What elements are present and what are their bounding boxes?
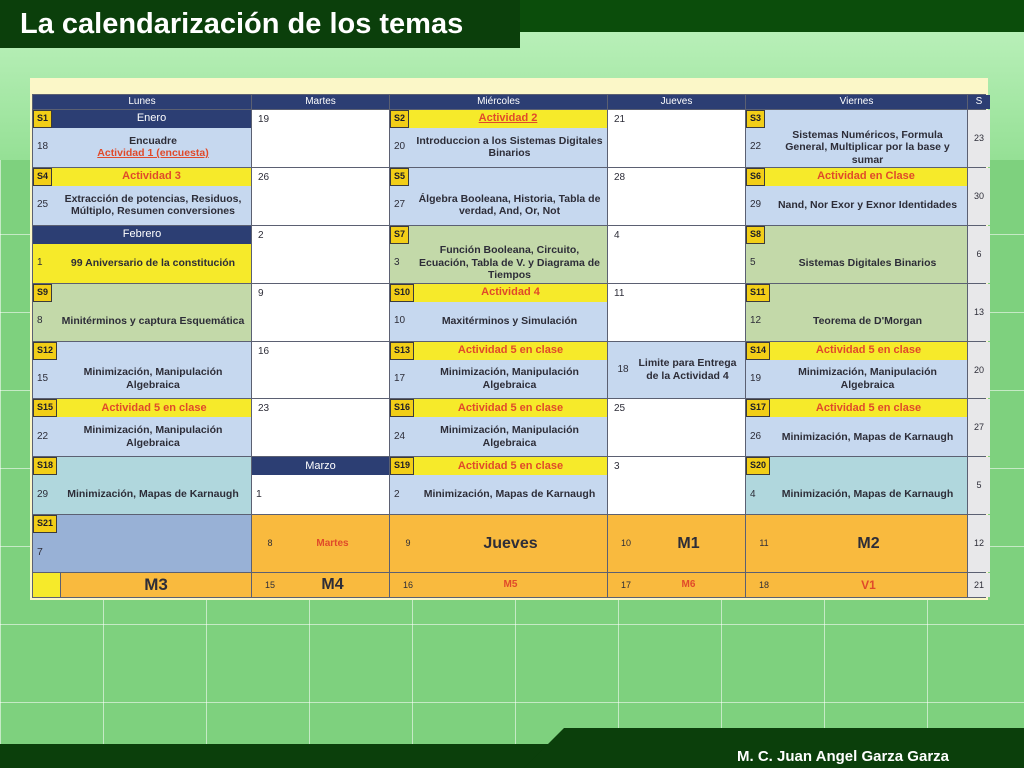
- cell-martes: [252, 457, 389, 514]
- cell-jueves: 4: [608, 226, 745, 283]
- cell-jueves: 11: [608, 284, 745, 341]
- cell-body: [390, 186, 607, 225]
- week-tag: S12: [33, 342, 57, 360]
- day-number: 15: [264, 579, 275, 590]
- activity-label: Actividad 5 en clase: [414, 342, 607, 360]
- topic-text: Extracción de potencias, Residuos, Múltiplo, Resumen conversiones: [64, 192, 242, 218]
- cell-lunes: [33, 226, 251, 283]
- day-number: 15: [37, 372, 49, 384]
- week-tag: S8: [746, 226, 765, 244]
- month-label: Febrero: [33, 226, 251, 244]
- cell-jueves: 25: [608, 399, 745, 456]
- day-number: 19: [750, 372, 762, 384]
- day-number: 4: [750, 488, 756, 500]
- cell-body: [746, 186, 967, 225]
- week-tag: S16: [390, 399, 414, 417]
- day-number: 20: [394, 141, 406, 153]
- cell-martes: 9: [252, 284, 389, 341]
- week-tag: S19: [390, 457, 414, 475]
- cell-lunes: [33, 110, 251, 167]
- cell-viernes: [746, 284, 967, 341]
- activity-label: Actividad 5 en clase: [770, 342, 967, 360]
- cell-body: [33, 360, 251, 399]
- cell-body: [390, 302, 607, 341]
- event-text: M6: [681, 579, 696, 590]
- activity-label: [770, 284, 967, 302]
- day-number: 8: [267, 538, 273, 549]
- event-text: Jueves: [483, 534, 538, 552]
- header-4: Viernes: [746, 95, 967, 109]
- cell-body: [746, 475, 967, 514]
- week-tag: S11: [746, 284, 770, 302]
- author-footer: M. C. Juan Angel Garza Garza: [737, 748, 949, 765]
- week-tag: S1: [33, 110, 52, 128]
- activity-label: Actividad 4: [414, 284, 607, 302]
- day-number: 29: [750, 199, 762, 211]
- cell-viernes: [746, 110, 967, 167]
- cell-martes: 19: [252, 110, 389, 167]
- activity-label: [409, 168, 607, 186]
- topic-text: Minimización, Mapas de Karnaugh: [423, 488, 596, 501]
- day-number: 16: [402, 579, 413, 590]
- cell-lunes: [33, 284, 251, 341]
- topic-text: Minimización, Mapas de Karnaugh: [781, 430, 954, 443]
- day-number: 7: [37, 546, 43, 559]
- topic-text: Minimización, Manipulación Algebraica: [440, 424, 579, 449]
- activity-label: [765, 110, 967, 128]
- cell-body: [390, 360, 607, 399]
- event-text: M5: [503, 579, 518, 590]
- s-number: 23: [968, 110, 990, 167]
- month-label: Marzo: [252, 457, 389, 475]
- activity-label: Actividad 2: [409, 110, 607, 128]
- day-number: 22: [750, 141, 762, 153]
- activity-label: Actividad 5 en clase: [414, 457, 607, 475]
- day-number: 17: [394, 372, 406, 384]
- cell-body: [746, 417, 967, 456]
- s-number: 20: [968, 342, 990, 399]
- week-tag: S13: [390, 342, 414, 360]
- cell-miercoles: [390, 168, 607, 225]
- topic-text: Álgebra Booleana, Historia, Tabla de verdad, And, Or, Not: [418, 192, 601, 218]
- event-text: M3: [61, 573, 251, 597]
- cell-body: [746, 302, 967, 341]
- cell-viernes: [746, 168, 967, 225]
- cell-viernes: [746, 399, 967, 456]
- header-1: Martes: [252, 95, 389, 109]
- s-number: 30: [968, 168, 990, 225]
- cell-miercoles: [390, 457, 607, 514]
- topic-text: Función Booleana, Circuito, Ecuación, Tabla de V. y Diagrama de Tiempos: [419, 244, 600, 282]
- cell-miercoles: [390, 399, 607, 456]
- day-number: 25: [37, 199, 49, 211]
- activity-label: [409, 226, 607, 244]
- topic-text: Minimización, Manipulación Algebraica: [440, 366, 579, 391]
- topic-text: Nand, Nor Exor y Exnor Identidades: [777, 199, 958, 212]
- topic-text: Minimización, Manipulación Algebraica: [83, 424, 223, 449]
- header-5: S: [968, 95, 990, 109]
- activity-label: Actividad 3: [52, 168, 251, 186]
- cell-martes: 2: [252, 226, 389, 283]
- s-number: 5: [968, 457, 990, 514]
- header-3: Jueves: [608, 95, 745, 109]
- cell-lunes: [33, 168, 251, 225]
- activity-link[interactable]: Actividad 1 (encuesta): [97, 147, 209, 160]
- cell-body: [33, 302, 251, 341]
- cell-jueves: [608, 573, 745, 597]
- week-tag: S4: [33, 168, 52, 186]
- cell-lunes: [33, 457, 251, 514]
- event-text: V1: [861, 577, 876, 592]
- week-tag: S21: [33, 515, 57, 533]
- activity-label: [52, 284, 251, 302]
- event-text: M1: [677, 534, 700, 552]
- topic-text: Maxitérminos y Simulación: [441, 314, 578, 327]
- calendar-grid: [32, 94, 986, 598]
- header-2: Miércoles: [390, 95, 607, 109]
- cell-body: [746, 360, 967, 399]
- cell-miercoles: [390, 226, 607, 283]
- topic-text: Encuadre Actividad 1 (encuesta): [97, 134, 209, 160]
- cell-body: [33, 244, 251, 283]
- calendar-panel: [30, 78, 988, 600]
- topic-text: Minimización, Manipulación Algebraica: [798, 366, 937, 391]
- cell-jueves: [608, 342, 745, 399]
- day-number: 22: [37, 430, 49, 442]
- cell-martes: 23: [252, 399, 389, 456]
- cell-martes: [252, 573, 389, 597]
- activity-label: [57, 342, 251, 360]
- week-tag: S2: [390, 110, 409, 128]
- activity-label: [57, 457, 251, 475]
- cell-lunes: [33, 399, 251, 456]
- topic-text: Sistemas Digitales Binarios: [798, 256, 937, 269]
- s-number: 13: [968, 284, 990, 341]
- day-number: 1: [37, 257, 43, 269]
- topic-text: Minitérminos y captura Esquemática: [61, 314, 245, 327]
- day-number: 18: [37, 141, 49, 153]
- activity-label: [765, 226, 967, 244]
- day-number: 12: [750, 315, 762, 327]
- week-tag: S7: [390, 226, 409, 244]
- cell-miercoles: [390, 110, 607, 167]
- cell-miercoles: [390, 284, 607, 341]
- cell-viernes: [746, 515, 967, 572]
- topic-text: Teorema de D'Morgan: [812, 314, 923, 327]
- cell-jueves: 21: [608, 110, 745, 167]
- week-tag: S14: [746, 342, 770, 360]
- cell-body: [390, 417, 607, 456]
- week-tag: S17: [746, 399, 770, 417]
- s-number: 12: [968, 515, 990, 572]
- day-number: 10: [620, 538, 631, 549]
- topic-text: Minimización, Manipulación Algebraica: [83, 366, 223, 391]
- week-tag: S6: [746, 168, 765, 186]
- cell-lunes-blank: [33, 573, 60, 597]
- slide-title: La calendarización de los temas: [0, 0, 520, 48]
- day-number: 24: [394, 430, 406, 442]
- day-number: 9: [405, 538, 411, 549]
- cell-miercoles: [390, 515, 607, 572]
- cell-miercoles: [390, 342, 607, 399]
- s-number: 6: [968, 226, 990, 283]
- topic-text: Limite para Entrega de la Actividad 4: [638, 357, 737, 382]
- week-tag: S9: [33, 284, 52, 302]
- day-number: 10: [394, 315, 406, 327]
- cell-body: [33, 417, 251, 456]
- topic-text: Introduccion a los Sistemas Digitales Binarios: [416, 134, 603, 160]
- week-tag: S3: [746, 110, 765, 128]
- cell-martes: [252, 515, 389, 572]
- day-number: 18: [758, 579, 769, 590]
- event-text: M4: [321, 576, 344, 594]
- cell-body: [390, 128, 607, 167]
- activity-label: [770, 457, 967, 475]
- header-0: Lunes: [33, 95, 251, 109]
- activity-label: Actividad 5 en clase: [57, 399, 251, 417]
- day-number: 26: [750, 430, 762, 442]
- day-number: 5: [750, 257, 756, 269]
- month-label: Enero: [52, 110, 251, 128]
- week-tag: S18: [33, 457, 57, 475]
- topic-text: Minimización, Mapas de Karnaugh: [67, 488, 239, 501]
- week-tag: S20: [746, 457, 770, 475]
- day-number: 11: [759, 538, 769, 549]
- cell-jueves: 28: [608, 168, 745, 225]
- topic-text: 99 Aniversario de la constitución: [70, 256, 236, 269]
- event-text: M2: [857, 534, 880, 552]
- cell-body: [746, 128, 967, 167]
- day-number: 27: [394, 199, 406, 211]
- activity-label: Actividad 5 en clase: [414, 399, 607, 417]
- cell-jueves: 3: [608, 457, 745, 514]
- cell-body: [746, 244, 967, 283]
- cell-viernes: [746, 457, 967, 514]
- cell-jueves: [608, 515, 745, 572]
- day-number: 18: [617, 363, 629, 375]
- topic-text: Sistemas Numéricos, Formula General, Multiplicar por la base y sumar: [785, 128, 950, 166]
- cell-miercoles: [390, 573, 607, 597]
- week-tag: S15: [33, 399, 57, 417]
- day-number: 8: [37, 315, 43, 327]
- cell-body: [33, 186, 251, 225]
- cell-body: [390, 244, 607, 283]
- cell-viernes: [746, 342, 967, 399]
- s-number: 21: [968, 573, 990, 597]
- cell-body: [33, 475, 251, 514]
- cell-viernes: [746, 573, 967, 597]
- event-text: Martes: [316, 537, 349, 549]
- day-number: 2: [394, 488, 400, 500]
- activity-label: Actividad 5 en clase: [770, 399, 967, 417]
- cell-martes: 26: [252, 168, 389, 225]
- activity-label: Actividad en Clase: [765, 168, 967, 186]
- cell-martes: 16: [252, 342, 389, 399]
- day-number: 1: [256, 488, 262, 501]
- day-number: 3: [394, 257, 400, 269]
- day-number: 17: [620, 579, 631, 590]
- s-number: 27: [968, 399, 990, 456]
- cell-lunes: [33, 342, 251, 399]
- day-number: 29: [37, 488, 49, 500]
- cell-body: [390, 475, 607, 514]
- cell-lunes: [33, 515, 251, 572]
- topic-text: Minimización, Mapas de Karnaugh: [781, 488, 954, 501]
- week-tag: S10: [390, 284, 414, 302]
- cell-body: [33, 128, 251, 167]
- week-tag: S5: [390, 168, 409, 186]
- cell-viernes: [746, 226, 967, 283]
